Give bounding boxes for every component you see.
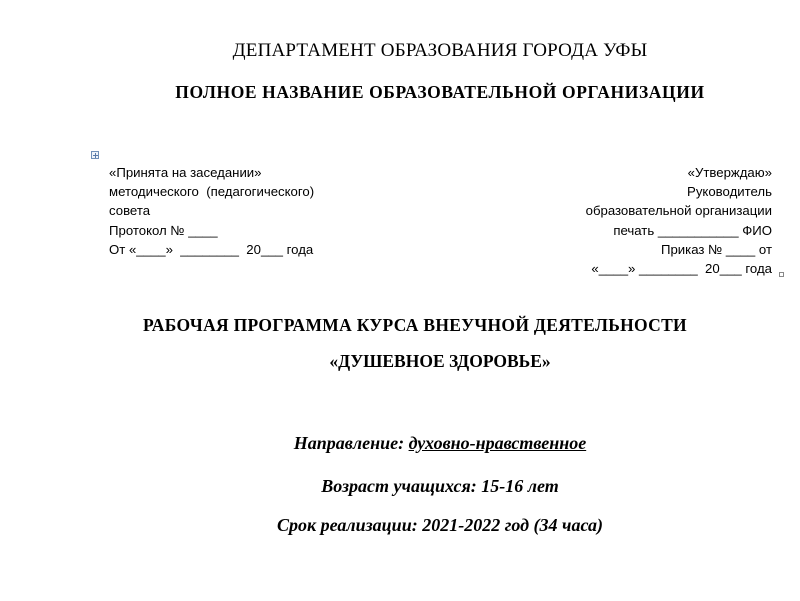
table-resize-handle-icon[interactable] bbox=[779, 272, 784, 277]
direction-value: духовно-нравственное bbox=[408, 433, 587, 453]
term-line: Срок реализации: 2021-2022 год (34 часа) bbox=[277, 515, 603, 535]
approval-right-block bbox=[586, 163, 772, 278]
direction-label: Направление: bbox=[293, 433, 409, 453]
program-title: РАБОЧАЯ ПРОГРАММА КУРСА ВНЕУЧНОЙ ДЕЯТЕЛЬНОСТИ bbox=[143, 315, 687, 335]
approval-right-line: «Утверждаю» bbox=[687, 165, 772, 180]
age-line: Возраст учащихся: 15-16 лет bbox=[321, 476, 559, 496]
organization-heading: ПОЛНОЕ НАЗВАНИЕ ОБРАЗОВАТЕЛЬНОЙ ОРГАНИЗАЦИИ bbox=[175, 82, 705, 102]
approval-left-block bbox=[109, 163, 314, 259]
approval-left-line: методического (педагогического) bbox=[109, 184, 315, 200]
approval-right-line: образовательной организации bbox=[585, 203, 772, 219]
program-name: «ДУШЕВНОЕ ЗДОРОВЬЕ» bbox=[329, 351, 551, 371]
approval-right-line: «____» ________ 20___ года bbox=[591, 261, 772, 277]
approval-right-line: печать ___________ ФИО bbox=[613, 222, 772, 238]
direction-line bbox=[0, 433, 800, 454]
approval-left-line: От «____» ________ 20___ года bbox=[109, 241, 314, 257]
approval-right-line: Приказ № ____ от bbox=[660, 241, 772, 257]
department-heading: ДЕПАРТАМЕНТ ОБРАЗОВАНИЯ ГОРОДА УФЫ bbox=[232, 40, 648, 61]
approval-left-line: совета bbox=[109, 203, 151, 219]
approval-left-line: Протокол № ____ bbox=[109, 222, 218, 238]
approval-left-line: «Принята на заседании» bbox=[109, 165, 262, 180]
approval-right-line: Руководитель bbox=[687, 184, 772, 200]
table-move-handle-icon[interactable] bbox=[91, 151, 99, 159]
